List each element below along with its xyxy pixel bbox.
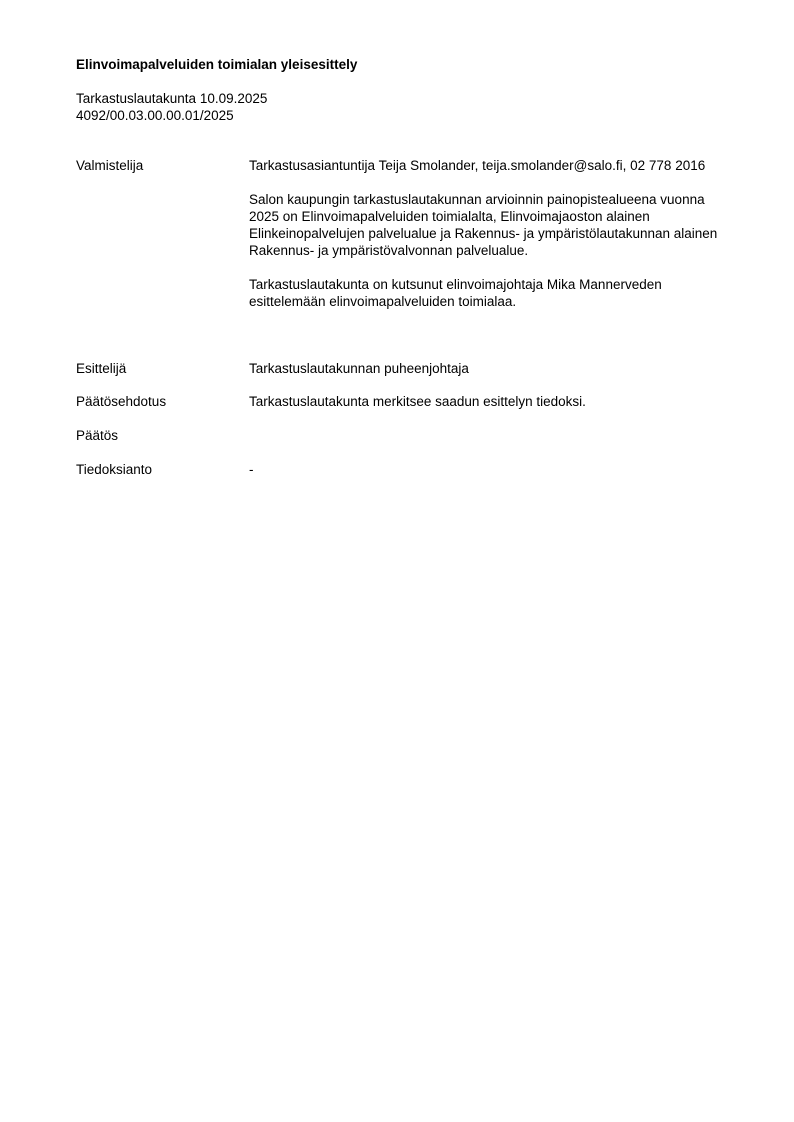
document-title: Elinvoimapalveluiden toimialan yleisesittely: [76, 57, 358, 72]
meeting-name-date: Tarkastuslautakunta 10.09.2025: [76, 91, 268, 106]
proposal-label: Päätösehdotus: [76, 394, 167, 409]
decision-label: Päätös: [76, 428, 119, 443]
preparer-paragraph-invitation: Tarkastuslautakunta on kutsunut elinvoimajohtaja Mika Mannerveden esittelemään elinvoimapalveluiden toimialaa.: [249, 277, 662, 309]
notification-value: -: [249, 462, 254, 477]
meeting-info: [76, 90, 267, 124]
notification-label: Tiedoksianto: [76, 462, 153, 477]
preparer-label: Valmistelija: [76, 158, 144, 173]
record-number: 4092/00.03.00.00.01/2025: [76, 108, 234, 123]
preparer-paragraph-focus-area: Salon kaupungin tarkastuslautakunnan arvioinnin painopistealueena vuonna 2025 on Elinvoimapalveluiden toimialalta, Elinvoimajaoston alainen Elinkeinopalvelujen palvelualue ja Rakennus- ja ympäristölautakunnan alainen Rakennus- ja ympäristövalvonnan palvelualue.: [249, 192, 718, 258]
preparer-content: [249, 157, 729, 310]
preparer-contact: Tarkastusasiantuntija Teija Smolander, teija.smolander@salo.fi, 02 778 2016: [249, 158, 706, 173]
proposal-value: Tarkastuslautakunta merkitsee saadun esittelyn tiedoksi.: [249, 394, 586, 409]
presenter-label: Esittelijä: [76, 361, 127, 376]
presenter-value: Tarkastuslautakunnan puheenjohtaja: [249, 361, 469, 376]
